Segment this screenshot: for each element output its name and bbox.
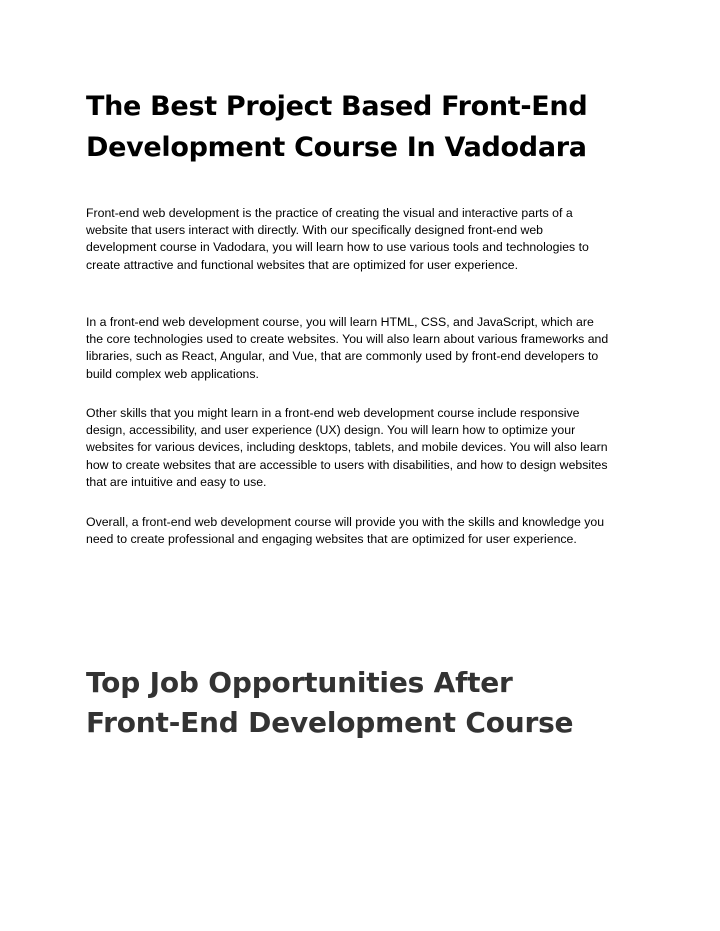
paragraph-line: need to create professional and engaging websites that are optimized for user experience. (86, 532, 577, 547)
paragraph-line: libraries, such as React, Angular, and Vue, that are commonly used by front-end developers to (86, 349, 599, 364)
paragraph-line: website that users interact with directly. With our specifically designed front-end web (86, 223, 544, 238)
paragraph-line: create attractive and functional websites that are optimized for user experience. (86, 257, 518, 272)
secondary-heading-line: Front-End Development Course (86, 706, 574, 739)
main-heading-line: The Best Project Based Front-End (86, 91, 588, 122)
secondary-heading-line: Top Job Opportunities After (86, 666, 513, 699)
paragraph-line: the core technologies used to create websites. You will also learn about various frameworks and (86, 332, 609, 347)
summary-paragraph (86, 514, 642, 548)
job-opportunities-heading (86, 663, 646, 743)
skills-paragraph (86, 405, 642, 491)
main-heading (86, 86, 646, 168)
paragraph-line: websites for various devices, including desktops, tablets, and mobile devices. You will also learn (86, 440, 608, 455)
paragraph-line: build complex web applications. (86, 366, 259, 381)
main-heading-line: Development Course In Vadodara (86, 132, 587, 163)
paragraph-line: Front-end web development is the practice of creating the visual and interactive parts of a (86, 206, 573, 220)
paragraph-line: development course in Vadodara, you will learn how to use various tools and technologies to (86, 240, 589, 255)
paragraph-line: design, accessibility, and user experience (UX) design. You will learn how to optimize your (86, 423, 576, 438)
paragraph-line: In a front-end web development course, you will learn HTML, CSS, and JavaScript, which are (86, 315, 594, 329)
paragraph-line: that are intuitive and easy to use. (86, 474, 267, 489)
paragraph-line: how to create websites that are accessible to users with disabilities, and how to design websites (86, 457, 608, 472)
paragraph-line: Other skills that you might learn in a front-end web development course include responsive (86, 406, 580, 420)
technologies-paragraph (86, 314, 642, 383)
paragraph-line: Overall, a front-end web development course will provide you with the skills and knowledge you (86, 515, 605, 529)
intro-paragraph (86, 205, 642, 274)
